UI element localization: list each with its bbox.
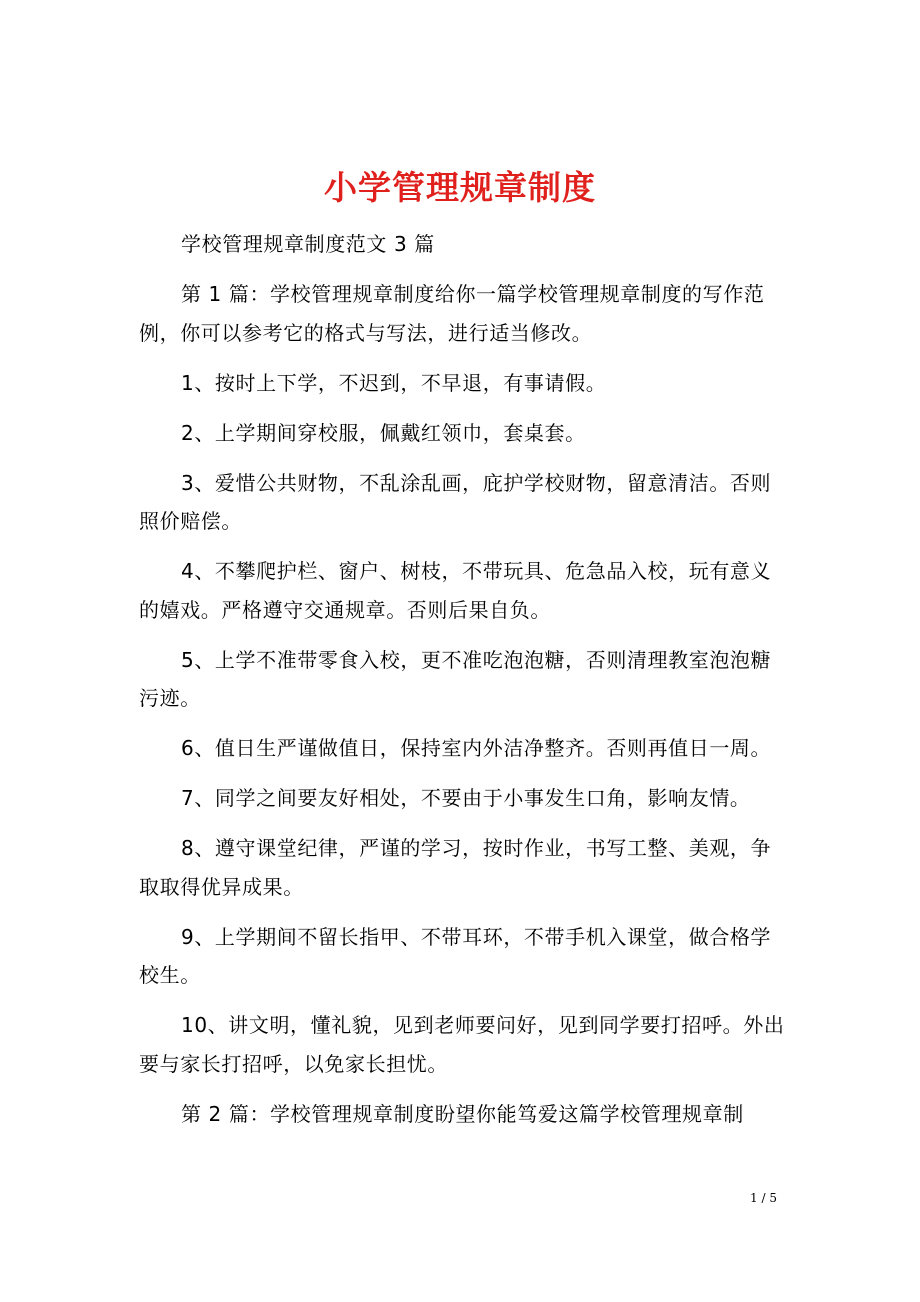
rule-item-10: 10、讲文明，懂礼貌，见到老师要问好，见到同学要打招呼。外出要与家长打招呼，以免家长担忧。 — [139, 1013, 785, 1076]
paragraph-part-2: 第 2 篇：学校管理规章制度盼望你能笃爱这篇学校管理规章制 — [181, 1101, 744, 1126]
rule-item-9: 9、上学期间不留长指甲、不带耳环，不带手机入课堂，做合格学校生。 — [139, 924, 772, 987]
rule-item-8: 8、遵守课堂纪律，严谨的学习，按时作业，书写工整、美观，争取取得优异成果。 — [139, 836, 772, 899]
rule-item-4: 4、不攀爬护栏、窗户、树枝，不带玩具、危急品入校，玩有意义的嬉戏。严格遵守交通规章。否则后果自负。 — [139, 559, 772, 622]
page-number: 1 / 5 — [750, 1191, 777, 1205]
paragraph-intro: 学校管理规章制度范文 3 篇 — [181, 232, 435, 256]
paragraph-part-1: 第 1 篇：学校管理规章制度给你一篇学校管理规章制度的写作范例，你可以参考它的格式与写法，进行适当修改。 — [139, 282, 765, 345]
rule-item-5: 5、上学不准带零食入校，更不准吃泡泡糖，否则清理教室泡泡糖污迹。 — [139, 647, 772, 710]
rule-item-1: 1、按时上下学，不迟到，不早退，有事请假。 — [181, 370, 607, 395]
rule-item-6: 6、值日生严谨做值日，保持室内外洁净整齐。否则再值日一周。 — [181, 736, 772, 760]
rule-item-3: 3、爱惜公共财物，不乱涂乱画，庇护学校财物，留意清洁。否则照价赔偿。 — [139, 470, 772, 533]
rule-item-2: 2、上学期间穿校服，佩戴红领巾，套桌套。 — [181, 420, 586, 445]
rule-item-7: 7、同学之间要友好相处，不要由于小事发生口角，影响友情。 — [181, 786, 751, 810]
document-title: 小学管理规章制度 — [324, 168, 596, 208]
document-body — [139, 225, 789, 1145]
